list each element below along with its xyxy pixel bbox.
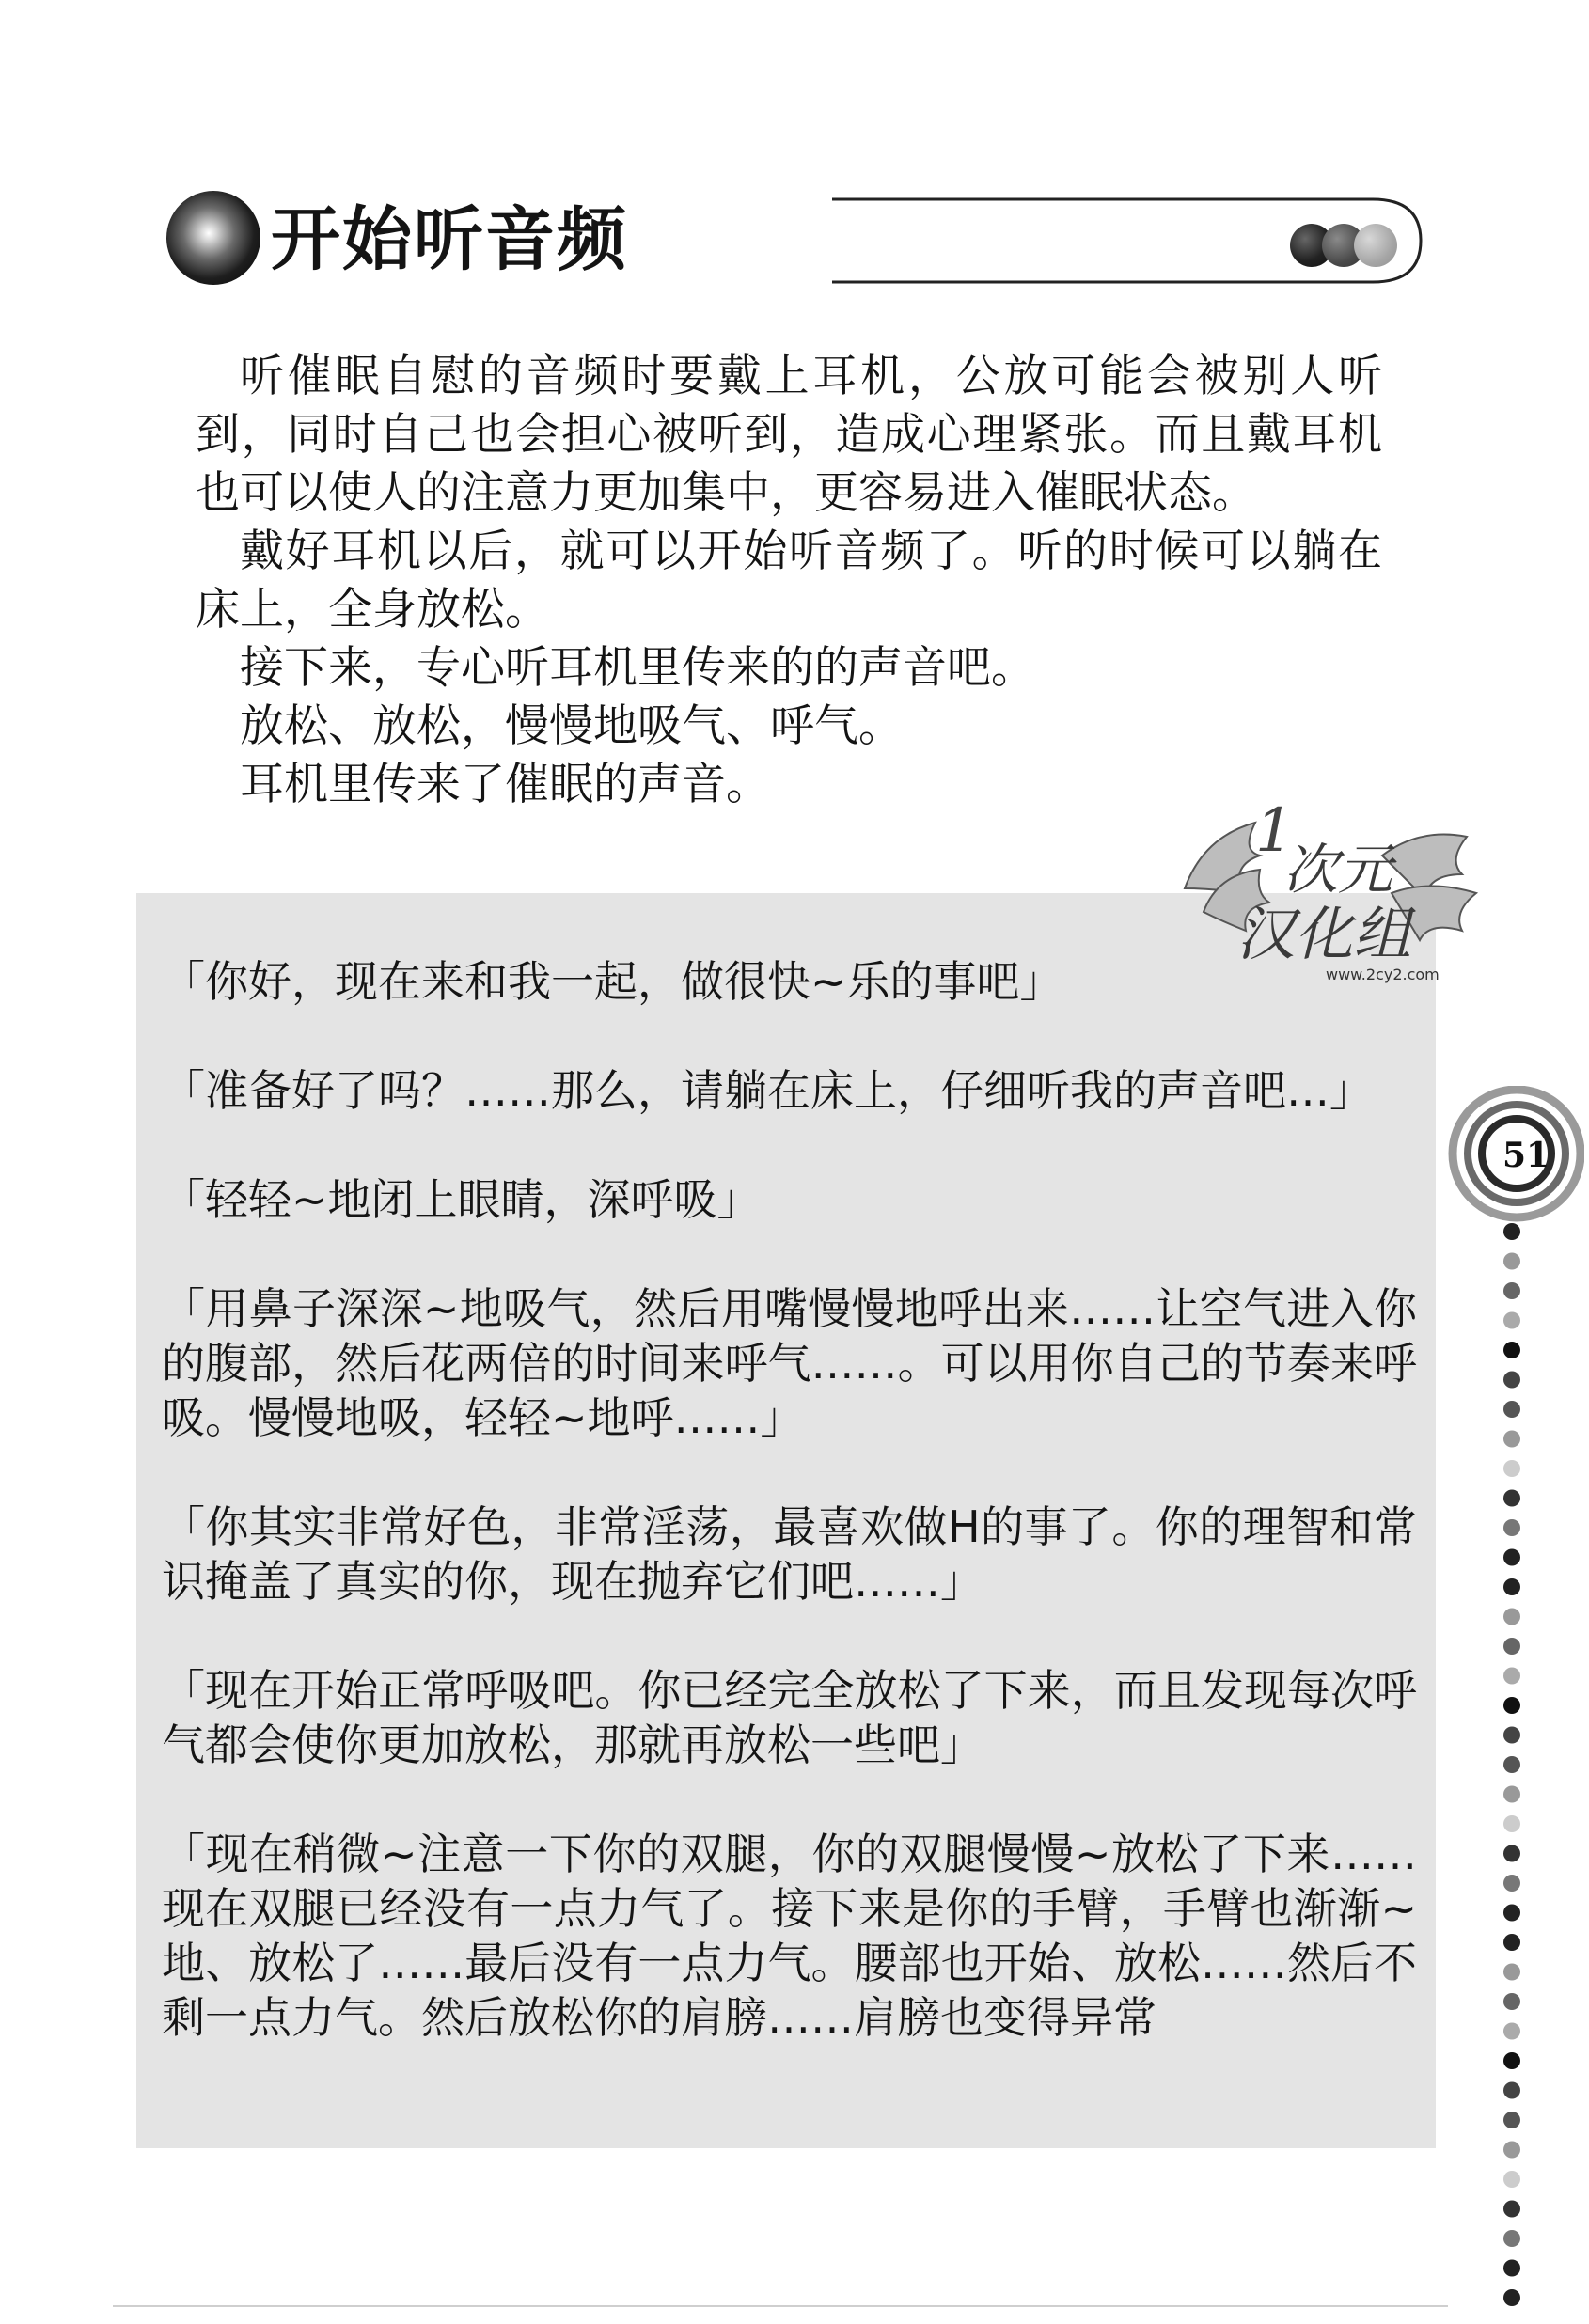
rail-dot <box>1503 1372 1520 1389</box>
heading-dot-light-icon <box>1354 224 1397 267</box>
rail-dot <box>1503 2023 1520 2040</box>
rail-dot <box>1503 1578 1520 1595</box>
rail-dot <box>1503 1875 1520 1892</box>
svg-text:1: 1 <box>1255 799 1294 866</box>
quote-list <box>162 954 1417 2099</box>
rail-dot <box>1503 1519 1520 1536</box>
rail-dot <box>1503 1460 1520 1477</box>
intro-paragraph: 听催眠自慰的音频时要戴上耳机，公放可能会被别人听到，同时自己也会担心被听到，造成心理紧张。而且戴耳机也可以使人的注意力更加集中，更容易进入催眠状态。 <box>196 351 1382 519</box>
intro-paragraph: 戴好耳机以后，就可以开始听音频了。听的时候可以躺在床上，全身放松。 <box>196 526 1382 636</box>
section-title: 开始听音频 <box>271 199 628 280</box>
rail-dot <box>1503 1815 1520 1832</box>
quote-line: 「你好，现在来和我一起，做很快~乐的事吧」 <box>162 956 1063 1007</box>
intro-paragraph: 耳机里传来了催眠的声音。 <box>240 759 770 810</box>
rail-dot <box>1503 1549 1520 1566</box>
heading-bullet-icon <box>166 191 260 285</box>
intro-paragraph: 接下来，专心听耳机里传来的的声音吧。 <box>240 642 1035 694</box>
rail-dot <box>1503 2201 1520 2218</box>
quote-line: 「准备好了吗？……那么，请躺在床上，仔细听我的声音吧…」 <box>162 1065 1373 1116</box>
watermark-url: www.2cy2.com <box>1326 966 1440 983</box>
quote-line: 「轻轻~地闭上眼睛，深呼吸」 <box>162 1174 761 1225</box>
rail-dot <box>1503 2082 1520 2099</box>
rail-dot <box>1503 1282 1520 1299</box>
rail-dot <box>1503 1401 1520 1418</box>
page-number: 51 <box>1502 1136 1550 1175</box>
rail-dot <box>1503 1727 1520 1744</box>
rail-dot <box>1503 1609 1520 1625</box>
rail-dot <box>1503 1993 1520 2010</box>
rail-dot <box>1503 1312 1520 1329</box>
quote-line: 「用鼻子深深~地吸气，然后用嘴慢慢地呼出来……让空气进入你的腹部，然后花两倍的时间来呼气……。可以用你自己的节奏来呼吸。慢慢地吸，轻轻~地呼……」 <box>162 1283 1417 1443</box>
rail-dot <box>1503 1786 1520 1803</box>
rail-dot <box>1503 1905 1520 1922</box>
rail-dot <box>1503 2289 1520 2306</box>
rail-dot <box>1503 1342 1520 1358</box>
rail-dot <box>1503 1756 1520 1773</box>
intro-paragraph: 放松、放松，慢慢地吸气、呼气。 <box>240 700 903 752</box>
rail-dot <box>1503 1964 1520 1981</box>
rail-dot <box>1503 2052 1520 2069</box>
rail-dot <box>1503 1431 1520 1448</box>
rail-dot <box>1503 1845 1520 1862</box>
intro-text <box>196 348 1382 814</box>
dot-rail-decoration <box>1493 1222 1531 2324</box>
rail-dot <box>1503 1934 1520 1951</box>
watermark-line1: 次元 <box>1283 838 1393 902</box>
rail-dot <box>1503 1223 1520 1240</box>
rail-dot <box>1503 2230 1520 2247</box>
rail-dot <box>1503 1697 1520 1714</box>
rail-dot <box>1503 2112 1520 2128</box>
rail-dot <box>1503 2142 1520 2159</box>
rail-dot <box>1503 1253 1520 1270</box>
quote-line: 「现在开始正常呼吸吧。你已经完全放松了下来，而且发现每次呼气都会使你更加放松，那就再放松一些吧」 <box>162 1665 1417 1770</box>
rail-dot <box>1503 1638 1520 1655</box>
watermark-line2: 汉化组 <box>1236 900 1412 968</box>
quote-line: 「现在稍微~注意一下你的双腿，你的双腿慢慢~放松了下来……现在双腿已经没有一点力气了。接下来是你的手臂，手臂也渐渐~地、放松了……最后没有一点力气。腰部也开始、放松……然后不剩一点力气。然后放松你的肩膀……肩膀也变得异常 <box>162 1829 1417 2043</box>
bottom-rule <box>113 2305 1448 2307</box>
watermark-logo <box>1166 799 1490 1006</box>
rail-dot <box>1503 2171 1520 2188</box>
rail-dot <box>1503 1490 1520 1507</box>
quote-line: 「你其实非常好色，非常淫荡，最喜欢做H的事了。你的理智和常识掩盖了真实的你，现在抛弃它们吧……」 <box>162 1501 1417 1607</box>
rail-dot <box>1503 2260 1520 2277</box>
rail-dot <box>1503 1668 1520 1685</box>
